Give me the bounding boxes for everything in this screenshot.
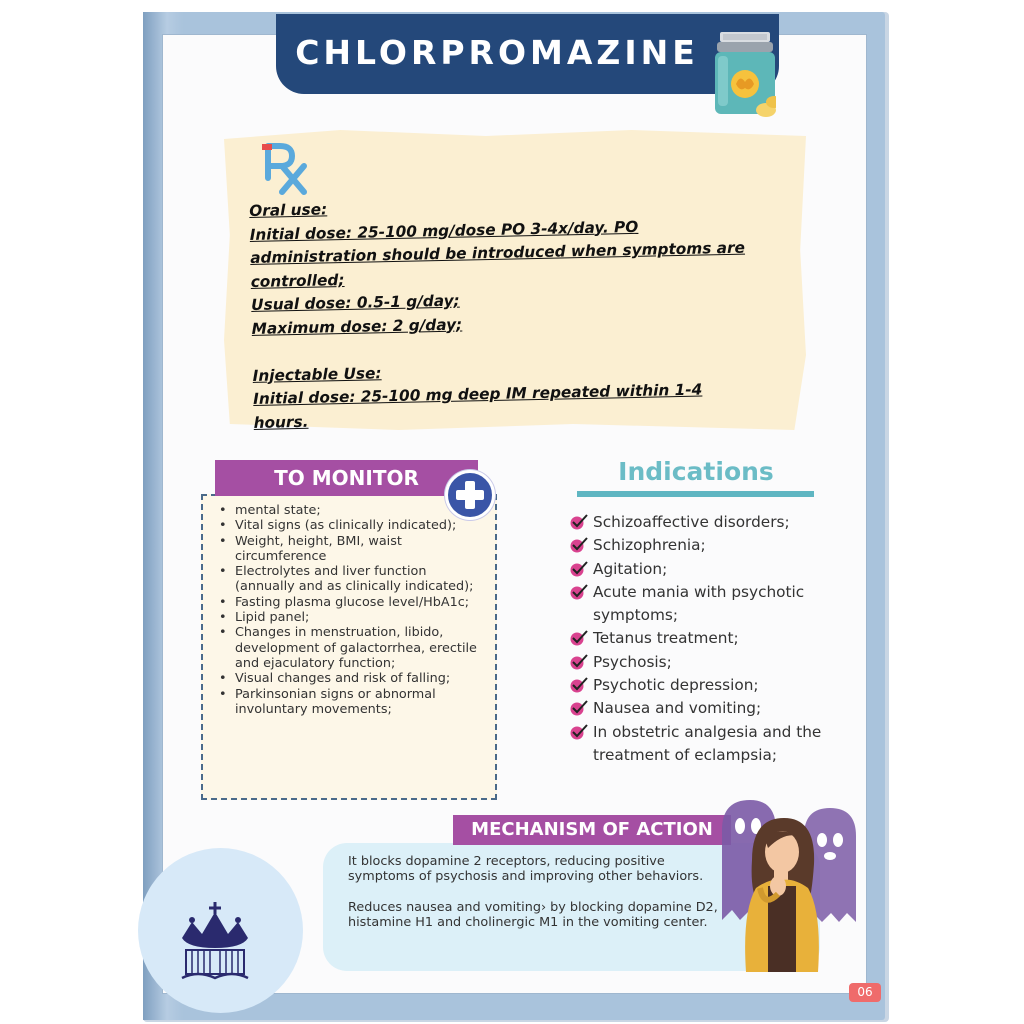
- dosage-line: Usual dose: 0.5-1 g/day;: [251, 291, 460, 314]
- mechanism-paragraph: It blocks dopamine 2 receptors, reducing positive symptoms of psychosis and improving other behaviors.: [348, 854, 704, 885]
- medicine-jar-icon: [714, 30, 776, 118]
- list-item: • Weight, height, BMI, waist circumference: [217, 534, 487, 565]
- check-icon: [570, 514, 588, 530]
- indications-list: [570, 511, 840, 767]
- dosage-text: [249, 189, 794, 435]
- indication-text: Agitation;: [593, 559, 668, 578]
- indications-underline: [577, 491, 814, 497]
- indications-heading: Indications: [618, 457, 774, 486]
- indication-text: Schizophrenia;: [593, 536, 706, 555]
- anxious-woman-illustration: [712, 790, 862, 972]
- list-item: • Parkinsonian signs or abnormal involuntary movements;: [217, 687, 487, 718]
- list-item: • mental state;: [217, 503, 487, 518]
- list-item: • Fasting plasma glucose level/HbA1c;: [217, 595, 487, 610]
- indication-text: Schizoaffective disorders;: [593, 513, 790, 531]
- page-number: 06: [849, 983, 881, 1002]
- mechanism-text: [348, 854, 728, 945]
- indication-text: Psychotic depression;: [593, 676, 759, 695]
- list-item: • Vital signs (as clinically indicated);: [217, 518, 487, 533]
- list-item: [570, 534, 840, 557]
- list-item: [570, 581, 840, 628]
- list-item: [570, 651, 840, 674]
- mechanism-heading: MECHANISM OF ACTION: [453, 815, 731, 845]
- list-item: [570, 627, 840, 650]
- indication-text: Acute mania with psychotic symptoms;: [593, 582, 805, 625]
- check-icon: [570, 724, 588, 740]
- rx-icon: [262, 140, 310, 196]
- check-icon: [570, 537, 588, 553]
- page-title: CHLORPROMAZINE: [295, 33, 699, 72]
- list-item: • Changes in menstruation, libido, development of galactorrhea, erectile and ejaculatory function;: [217, 625, 487, 671]
- check-icon: [570, 630, 588, 646]
- dosage-line: Oral use:: [249, 200, 328, 220]
- list-item: • Lipid panel;: [217, 610, 487, 625]
- dosage-line: controlled;: [250, 270, 345, 291]
- dosage-line: administration should be introduced when symptoms are: [250, 238, 746, 267]
- list-item: [570, 697, 840, 720]
- list-item: • Visual changes and risk of falling;: [217, 671, 487, 686]
- check-icon: [570, 700, 588, 716]
- check-icon: [570, 584, 588, 600]
- dosage-line: Initial dose: 25-100 mg/dose PO 3-4x/day. PO: [249, 217, 639, 244]
- dosage-line: Maximum dose: 2 g/day;: [251, 315, 463, 338]
- mechanism-paragraph: Reduces nausea and vomiting› by blocking dopamine D2, histamine H1 and cholinergic M1 in the vomiting center.: [348, 899, 718, 930]
- list-item: [570, 721, 840, 768]
- indication-text: Psychosis;: [593, 652, 672, 671]
- monitor-list: [217, 503, 487, 717]
- check-icon: [570, 677, 588, 693]
- dosage-line: Injectable Use:: [252, 363, 382, 385]
- monitor-heading: TO MONITOR: [215, 460, 478, 496]
- indication-text: In obstetric analgesia and the treatment of eclampsia;: [593, 722, 822, 764]
- list-item: [570, 511, 840, 534]
- list-item: • Electrolytes and liver function (annually and as clinically indicated);: [217, 564, 487, 595]
- indication-text: Nausea and vomiting;: [593, 699, 762, 718]
- dosage-line: hours.: [253, 412, 309, 432]
- dosage-line: Initial dose: 25-100 mg deep IM repeated within 1-4: [252, 380, 703, 408]
- check-icon: [570, 561, 588, 577]
- list-item: [570, 558, 840, 581]
- check-icon: [570, 654, 588, 670]
- list-item: [570, 674, 840, 697]
- crown-book-logo: [176, 898, 254, 982]
- indication-text: Tetanus treatment;: [593, 629, 739, 648]
